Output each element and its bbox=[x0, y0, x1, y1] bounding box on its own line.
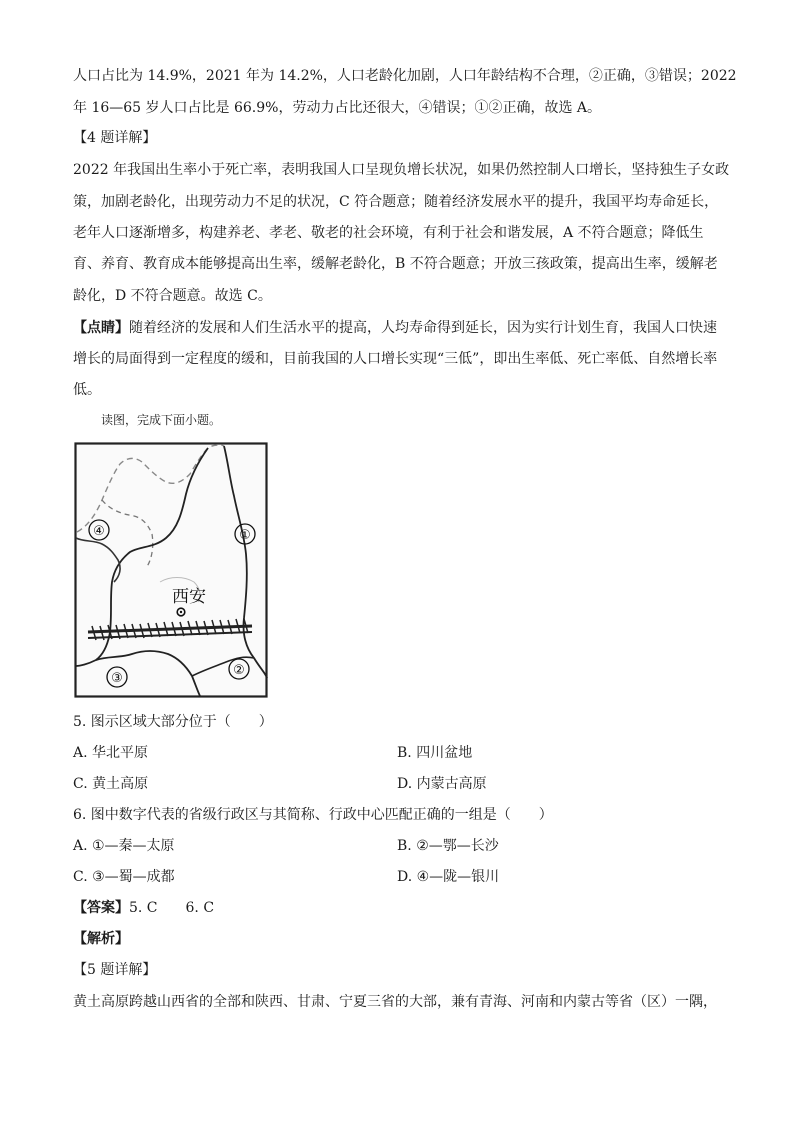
comment-text: 随着经济的发展和人们生活水平的提高，人均寿命得到延长，因为实行计划生育，我国人口快速 bbox=[129, 320, 717, 336]
map-svg bbox=[74, 442, 268, 698]
q6-option-d: D. ④—陇—银川 bbox=[397, 869, 500, 885]
city-dot bbox=[180, 611, 182, 613]
marker-4: ④ bbox=[93, 524, 105, 539]
q6-option-a: A. ①—秦—太原 bbox=[73, 838, 175, 854]
paragraph-line: 年 16—65 岁人口占比是 66.9%，劳动力占比还很大，④错误；①②正确，故选 A。 bbox=[73, 100, 602, 116]
q5-option-b: B. 四川盆地 bbox=[397, 745, 473, 761]
paragraph-line: 2022 年我国出生率小于死亡率，表明我国人口呈现负增长状况，如果仍然控制人口增长，坚持独生子女政 bbox=[73, 162, 730, 178]
q6-option-b: B. ②—鄂—长沙 bbox=[397, 838, 499, 854]
answer-line bbox=[73, 898, 214, 918]
answer-label: 【答案】 bbox=[73, 900, 129, 916]
comment-label: 【点睛】 bbox=[73, 320, 129, 336]
paragraph-line: 低。 bbox=[73, 382, 101, 398]
answer-text: 5. C 6. C bbox=[129, 900, 215, 916]
marker-3: ③ bbox=[111, 671, 123, 686]
paragraph-line: 增长的局面得到一定程度的缓和，目前我国的人口增长实现“三低”，即出生率低、死亡率低、自然增长率 bbox=[73, 351, 718, 367]
q5-option-a: A. 华北平原 bbox=[73, 745, 149, 761]
map-caption: 读图，完成下面小题。 bbox=[101, 413, 222, 427]
paragraph-line: 人口占比为 14.9%，2021 年为 14.2%，人口老龄化加剧，人口年龄结构不合理，②正确，③错误；2022 bbox=[73, 68, 737, 84]
q5-option-d: D. 内蒙古高原 bbox=[397, 776, 487, 792]
question-stem: 5. 图示区域大部分位于（ ） bbox=[73, 714, 273, 730]
q5-option-c: C. 黄土高原 bbox=[73, 776, 149, 792]
section-heading: 【5 题详解】 bbox=[73, 962, 157, 978]
paragraph-line: 龄化，D 不符合题意。故选 C。 bbox=[73, 288, 272, 304]
q6-option-c: C. ③—蜀—成都 bbox=[73, 869, 175, 885]
paragraph-line: 黄土高原跨越山西省的全部和陕西、甘肃、宁夏三省的大部，兼有青海、河南和内蒙古等省（区）一隅， bbox=[73, 994, 717, 1010]
paragraph-line: 老年人口逐渐增多，构建养老、孝老、敬老的社会环境，有利于社会和谐发展，A 不符合题意；降低生 bbox=[73, 225, 704, 241]
analysis-label: 【解析】 bbox=[73, 931, 129, 947]
paragraph-line: 育、养育、教育成本能够提高出生率，缓解老龄化，B 不符合题意；开放三孩政策，提高出生率，缓解老 bbox=[73, 256, 718, 272]
region-map bbox=[74, 442, 268, 698]
marker-2: ② bbox=[233, 663, 245, 678]
comment-line bbox=[73, 318, 717, 338]
city-label: 西安 bbox=[172, 587, 206, 607]
question-stem: 6. 图中数字代表的省级行政区与其简称、行政中心匹配正确的一组是（ ） bbox=[73, 807, 553, 823]
marker-1: ① bbox=[239, 528, 251, 543]
paragraph-line: 策，加剧老龄化，出现劳动力不足的状况，C 符合题意；随着经济发展水平的提升，我国平均寿命延长， bbox=[73, 194, 719, 210]
section-heading: 【4 题详解】 bbox=[73, 130, 157, 146]
